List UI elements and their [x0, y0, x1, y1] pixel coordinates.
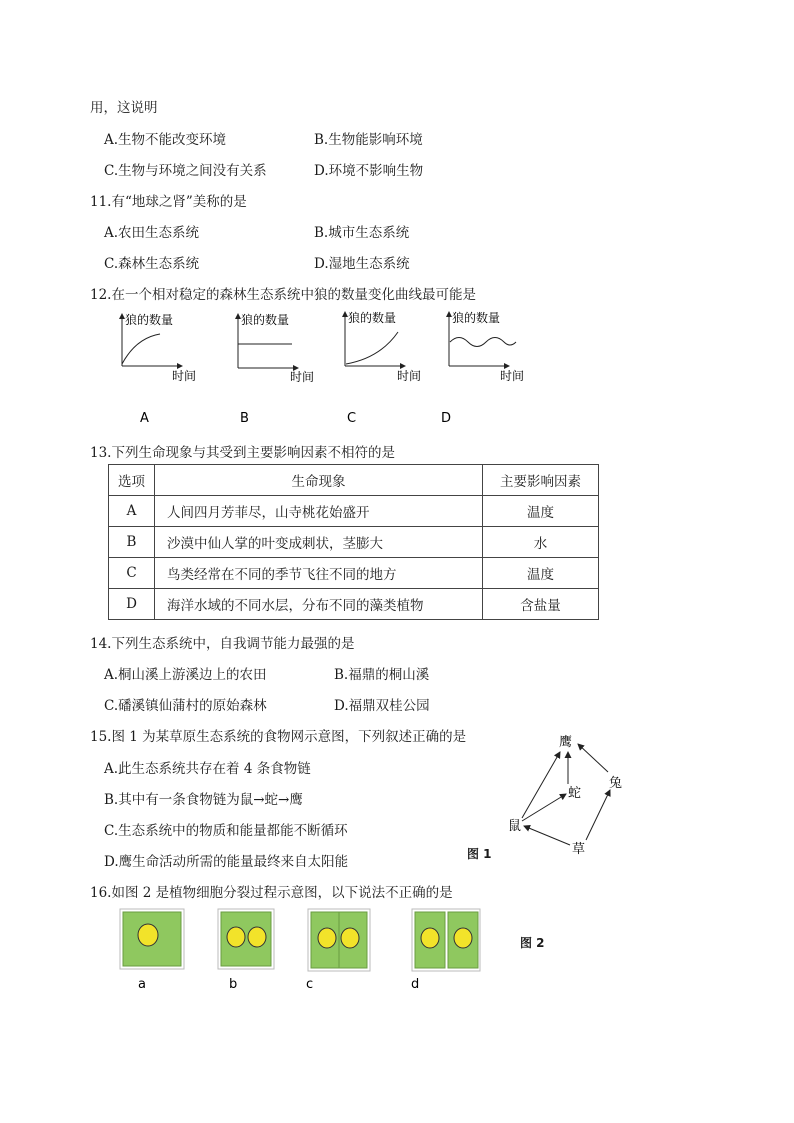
cell-c	[306, 909, 370, 992]
header-factor: 主要影响因素	[483, 465, 599, 496]
nucleus	[227, 927, 245, 947]
q10-stem-tail: 用，这说明	[90, 100, 158, 116]
header-option: 选项	[109, 465, 155, 496]
q14-stem: 14.下列生态系统中，自我调节能力最强的是	[90, 636, 355, 652]
q12-graph-b	[238, 312, 314, 426]
q10-option-a: A.生物不能改变环境	[104, 132, 227, 148]
table-header-row	[109, 465, 599, 496]
cell-factor: 水	[483, 527, 599, 558]
curve-exponential	[346, 332, 398, 364]
q12-graph-d	[441, 310, 524, 426]
nucleus	[138, 924, 158, 946]
graph-letter: B	[240, 411, 249, 426]
graph-letter: A	[140, 411, 149, 426]
q14-option-a: A.桐山溪上游溪边上的农田	[104, 667, 267, 683]
header-phenomenon: 生命现象	[155, 465, 483, 496]
cell-factor: 温度	[483, 558, 599, 589]
graph-letter: D	[441, 411, 452, 426]
curve-fluctuating	[450, 338, 516, 347]
cell-b	[218, 909, 274, 992]
q16-cell-division-diagram	[110, 905, 510, 1000]
q12-graph-a	[122, 312, 196, 426]
cell-label: d	[411, 977, 420, 992]
q15-stem: 15.图 1 为某草原生态系统的食物网示意图，下列叙述正确的是	[90, 729, 467, 745]
q11-option-a: A.农田生态系统	[104, 225, 200, 241]
cell-label: c	[306, 977, 314, 992]
q15-option-a: A.此生态系统共存在着 4 条食物链	[104, 761, 311, 777]
q11-option-d: D.湿地生态系统	[314, 256, 410, 272]
q12-graph-c	[345, 310, 421, 426]
nucleus	[248, 927, 266, 947]
table-row	[109, 527, 599, 558]
cell-a	[120, 909, 184, 992]
table-row	[109, 496, 599, 527]
nucleus	[318, 928, 336, 948]
cell-phenomenon: 海洋水域的不同水层，分布不同的藻类植物	[155, 589, 483, 620]
curve-rising-saturating	[122, 334, 160, 364]
nucleus	[421, 928, 439, 948]
x-label: 时间	[397, 369, 422, 383]
cell-option: C	[109, 558, 155, 589]
y-label: 狼的数量	[452, 311, 501, 325]
cell-label: a	[138, 977, 146, 992]
q11-option-b: B.城市生态系统	[314, 225, 410, 241]
arrow-grass-to-rabbit	[586, 790, 610, 840]
nucleus	[341, 928, 359, 948]
node-rabbit: 兔	[609, 776, 623, 791]
table-row	[109, 558, 599, 589]
q16-figure-label: 图 2	[520, 936, 545, 950]
cell-option: D	[109, 589, 155, 620]
node-mouse: 鼠	[508, 819, 522, 834]
node-snake: 蛇	[568, 786, 582, 801]
cell-label: b	[229, 977, 238, 992]
q15-figure-label: 图 1	[467, 847, 492, 861]
q15-option-c: C.生态系统中的物质和能量都能不断循环	[104, 823, 348, 839]
x-label: 时间	[290, 370, 315, 384]
q13-stem: 13.下列生命现象与其受到主要影响因素不相符的是	[90, 445, 395, 461]
q10-option-c: C.生物与环境之间没有关系	[104, 163, 267, 179]
arrow-rabbit-to-eagle	[578, 744, 608, 772]
nucleus	[454, 928, 472, 948]
q10-option-d: D.环境不影响生物	[314, 163, 424, 179]
cell-option: A	[109, 496, 155, 527]
cell-d	[411, 909, 480, 992]
arrow-grass-to-mouse	[524, 826, 570, 845]
q14-option-b: B.福鼎的桐山溪	[334, 667, 430, 683]
q15-option-b: B.其中有一条食物链为鼠→蛇→鹰	[104, 792, 303, 808]
cell-phenomenon: 人间四月芳菲尽，山寺桃花始盛开	[155, 496, 483, 527]
y-label: 狼的数量	[348, 311, 397, 325]
cell-factor: 温度	[483, 496, 599, 527]
cell-phenomenon: 鸟类经常在不同的季节飞往不同的地方	[155, 558, 483, 589]
q14-option-c: C.磻溪镇仙蒲村的原始森林	[104, 698, 267, 714]
cell-factor: 含盐量	[483, 589, 599, 620]
table-row	[109, 589, 599, 620]
q11-stem: 11.有“地球之肾”美称的是	[90, 194, 247, 210]
node-grass: 草	[572, 842, 586, 857]
x-label: 时间	[500, 369, 525, 383]
cell-option: B	[109, 527, 155, 558]
x-label: 时间	[172, 369, 197, 383]
q16-stem: 16.如图 2 是植物细胞分裂过程示意图，以下说法不正确的是	[90, 885, 453, 901]
arrow-mouse-to-eagle	[522, 752, 560, 818]
y-label: 狼的数量	[241, 313, 290, 327]
graph-letter: C	[347, 411, 357, 426]
q15-option-d: D.鹰生命活动所需的能量最终来自太阳能	[104, 854, 349, 870]
y-label: 狼的数量	[125, 313, 174, 327]
q14-option-d: D.福鼎双桂公园	[334, 698, 430, 714]
q13-table	[108, 464, 599, 620]
cell-phenomenon: 沙漠中仙人掌的叶变成刺状，茎膨大	[155, 527, 483, 558]
q10-option-b: B.生物能影响环境	[314, 132, 423, 148]
q12-graphs	[0, 300, 794, 430]
node-eagle: 鹰	[559, 735, 573, 750]
q12-stem: 12.在一个相对稳定的森林生态系统中狼的数量变化曲线最可能是	[90, 287, 476, 303]
q11-option-c: C.森林生态系统	[104, 256, 200, 272]
